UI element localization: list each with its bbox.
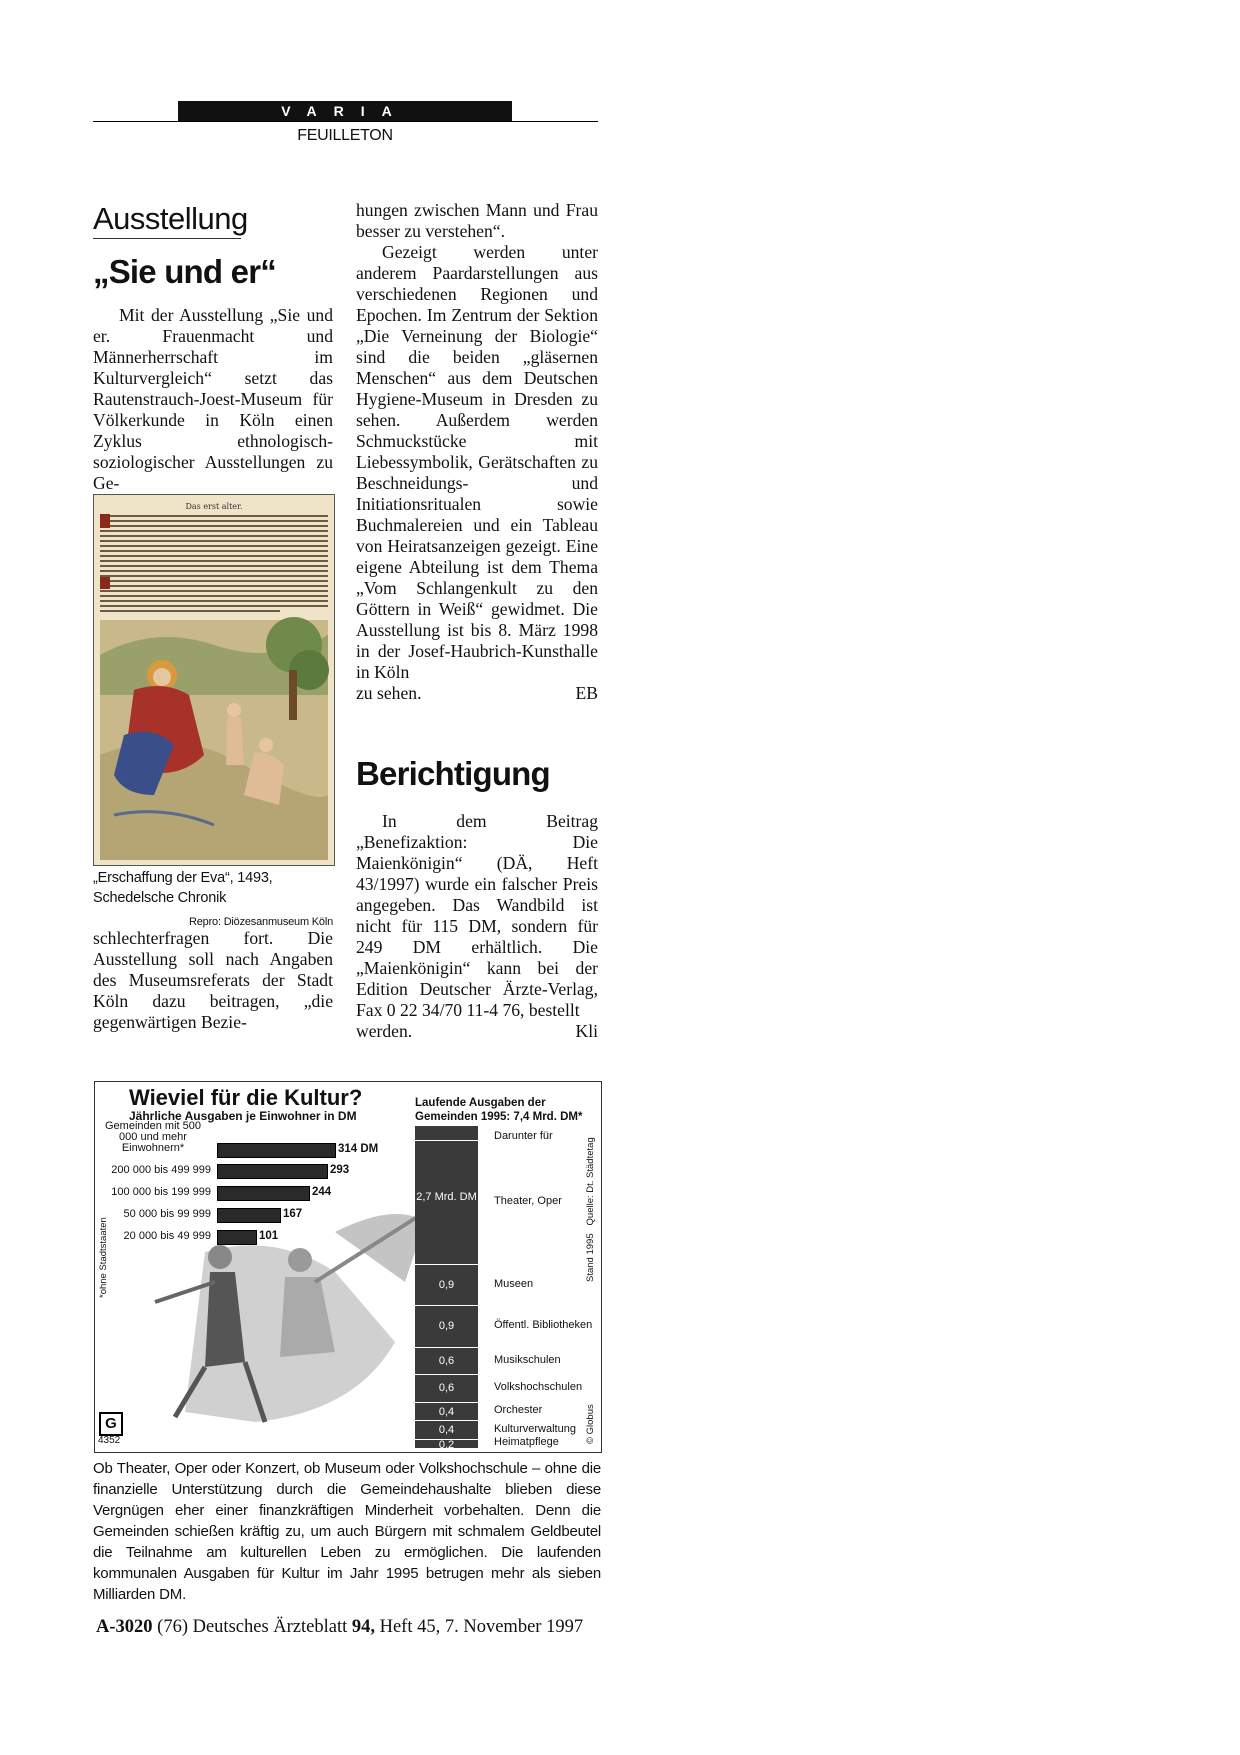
correction-last-line xyxy=(356,1021,598,1042)
article-last-text: zu sehen. xyxy=(356,683,422,703)
chart-title: Wieviel für die Kultur? xyxy=(129,1085,363,1110)
stack-title-line: Gemeinden 1995: 7,4 Mrd. DM* xyxy=(415,1111,583,1123)
bar xyxy=(217,1230,257,1245)
chart-source xyxy=(585,1137,596,1282)
woodcut-page-heading: Das erst alter. xyxy=(185,502,243,511)
journal-name: Deutsches Ärzteblatt xyxy=(192,1617,348,1637)
stack-segment: 2,7 Mrd. DM xyxy=(415,1140,478,1264)
stack-segment: 0,6 xyxy=(415,1347,478,1375)
stack-segment-label: Theater, Oper xyxy=(494,1195,562,1208)
correction-signature: Kli xyxy=(575,1021,598,1041)
correction-last-text: werden. xyxy=(356,1021,413,1041)
stack-segment-label: Öffentl. Bibliotheken xyxy=(494,1319,593,1332)
chart-subtitle: Jährliche Ausgaben je Einwohner in DM xyxy=(129,1109,357,1123)
image-caption-text: „Erschaffung der Eva“, 1493, Schedelsche Chronik xyxy=(93,870,273,906)
bar-value-label: 167 xyxy=(283,1208,303,1220)
subsection-label: FEUILLETON xyxy=(297,127,393,144)
page-footer xyxy=(96,1617,583,1638)
header-rule xyxy=(93,121,598,122)
author-signature: EB xyxy=(575,683,598,703)
article-paragraph: hungen zwischen Mann und Frau besser zu verstehen“. xyxy=(356,200,598,241)
chart-source-text: Quelle: Dt. Städtetag xyxy=(585,1137,596,1226)
correction-column xyxy=(356,811,598,1042)
chart-caption: Ob Theater, Oper oder Konzert, ob Museum oder Volkshochschule – ohne die finanzielle Unterstützung durch die Gemeindehaushalte blieben diese Vergnügen eher einer finanzkräftigen Minderheit vorbehalten. Denn die Gemeinden schießen kräftig zu, um auch Bürgern mit schmalem Geldbeutel die Teilnahme am kulturellen Leben zu ermöglichen. Die laufenden kommunalen Ausgaben für Kultur im Jahr 1995 betrugen mehr als sieben Milliarden DM. xyxy=(93,1460,601,1603)
bar-category-label: 100 000 bis 199 999 xyxy=(111,1186,211,1198)
stack-title-line: Laufende Ausgaben der xyxy=(415,1097,546,1109)
bar xyxy=(217,1208,281,1223)
article-column-1 xyxy=(93,305,333,494)
article-column-1-continued xyxy=(93,928,333,1033)
article-paragraph: schlechterfragen fort. Die Ausstellung soll nach Angaben des Museumsreferats der Stadt Köln dazu beitragen, „die gegenwärtigen Bezie- xyxy=(93,928,333,1032)
bar-category-label: 50 000 bis 99 999 xyxy=(123,1208,211,1220)
stack-segment: 0,2 xyxy=(415,1439,478,1448)
stack-segment-label: Volkshochschulen xyxy=(494,1381,583,1394)
creation-of-eve-illustration xyxy=(94,495,334,865)
stack-segment: 0,9 xyxy=(415,1305,478,1346)
bar xyxy=(217,1143,336,1158)
globus-number: 4352 xyxy=(98,1435,121,1446)
stack-segment: 0,4 xyxy=(415,1402,478,1420)
journal-issue: Heft 45, 7. November 1997 xyxy=(379,1617,584,1637)
culture-spending-chart xyxy=(94,1081,602,1453)
bar-category-label: 200 000 bis 499 999 xyxy=(111,1164,211,1176)
journal-volume: 94, xyxy=(351,1617,375,1637)
correction-paragraph: In dem Beitrag „Benefizaktion: Die Maienkönigin“ (DÄ, Heft 43/1997) wurde ein falscher Preis angegeben. Das Wandbild ist nicht für 115 DM, sondern für 249 DM erhältlich. Die „Maienkönigin“ kann bei der Edition Deutscher Ärzte-Verlag, Fax 0 22 34/70 11-4 76, bestellt xyxy=(356,811,598,1020)
bar-category-label: 20 000 bis 49 999 xyxy=(123,1230,211,1242)
stack-segment-label: Kulturverwaltung xyxy=(494,1422,576,1435)
bar-category-label: Gemeinden mit 500 000 und mehr Einwohnern* xyxy=(105,1120,201,1154)
stacked-column xyxy=(415,1126,478,1451)
stack-header-label: Darunter für xyxy=(494,1130,553,1142)
article-paragraph: Gezeigt werden unter anderem Paardarstellungen aus verschiedenen Regionen und Epochen. Im Zentrum der Sektion „Die Verneinung der Biologie“ sind die beiden „gläsernen Menschen“ aus dem Deutschen Hygiene-Museum in Dresden zu sehen. Außerdem werden Schmuckstücke mit Liebessymbolik, Gerätschaften zu Beschneidungs- und Initiationsritualen sowie Buchmalereien und ein Tableau von Heiratsanzeigen gezeigt. Eine eigene Abteilung ist dem Thema „Vom Schlangenkult zu den Göttern in Weiß“ gewidmet. Die Ausstellung ist bis 8. März 1998 in der Josef-Haubrich-Kunsthalle in Köln xyxy=(356,242,598,682)
article-kicker: Ausstellung xyxy=(93,201,241,239)
stack-segment-label: Heimatpflege xyxy=(494,1436,559,1449)
page-number-paren: (76) xyxy=(157,1617,188,1637)
correction-headline: Berichtigung xyxy=(356,755,550,792)
bar-value-label: 314 DM xyxy=(338,1143,379,1155)
stack-segment-label: Orchester xyxy=(494,1404,543,1417)
section-banner: VARIA xyxy=(178,101,512,122)
stack-segment: 0,6 xyxy=(415,1374,478,1402)
bar-value-label: 244 xyxy=(312,1186,332,1198)
stack-segment-label: Musikschulen xyxy=(494,1353,561,1366)
stack-segment: 0,9 xyxy=(415,1264,478,1305)
stack-segment: 0,4 xyxy=(415,1420,478,1438)
bar xyxy=(217,1186,310,1201)
bar xyxy=(217,1164,328,1179)
page-number: A-3020 xyxy=(96,1617,153,1637)
article-column-2 xyxy=(356,200,598,704)
globus-credit: © Globus xyxy=(585,1404,596,1444)
globus-logo: G xyxy=(99,1412,123,1436)
stack-title xyxy=(415,1096,595,1124)
image-credit: Repro: Diözesanmuseum Köln xyxy=(189,916,333,928)
bar-value-label: 101 xyxy=(259,1230,279,1242)
article-headline: „Sie und er“ xyxy=(93,253,276,290)
woodcut-image xyxy=(93,494,335,866)
image-caption xyxy=(93,868,333,932)
chart-footnote: *ohne Stadtstaaten xyxy=(98,1217,109,1298)
chart-stand: Stand 1995 xyxy=(585,1233,596,1282)
stack-segment-label: Museen xyxy=(494,1277,534,1290)
article-last-line xyxy=(356,683,598,704)
bar-value-label: 293 xyxy=(330,1164,350,1176)
article-paragraph: Mit der Ausstellung „Sie und er. Frauenmacht und Männerherrschaft im Kulturvergleich“ setzt das Rautenstrauch-Joest-Museum für Völkerkunde in Köln einen Zyklus ethnologisch-soziologischer Ausstellungen zu Ge- xyxy=(93,305,333,493)
